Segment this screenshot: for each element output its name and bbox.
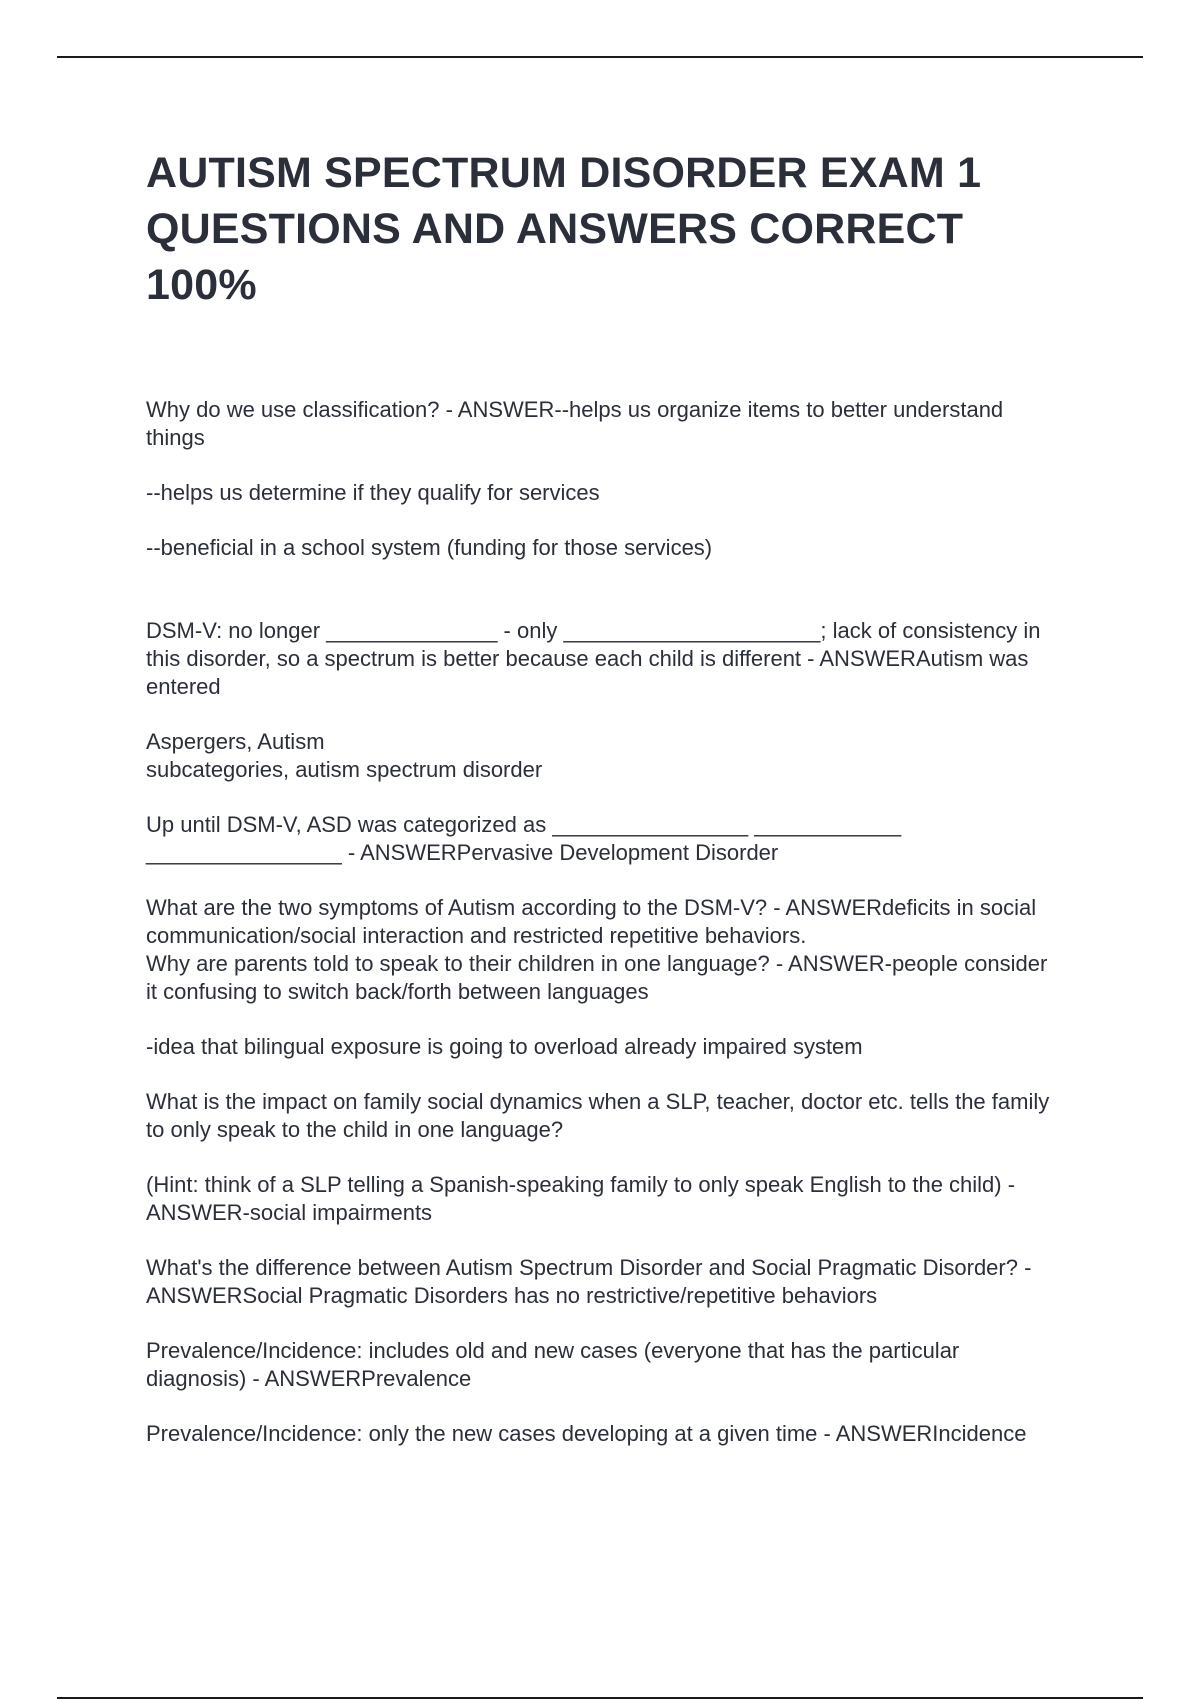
qa-paragraph: --beneficial in a school system (funding for those services) — [146, 535, 713, 560]
qa-paragraph: Why are parents told to speak to their children in one language? - ANSWER-people consider it confusing to switch back/forth between languages — [146, 951, 1048, 1004]
qa-paragraph: Aspergers, Autism — [146, 729, 325, 754]
bottom-rule — [57, 1697, 1143, 1699]
qa-paragraph: subcategories, autism spectrum disorder — [146, 757, 543, 782]
qa-paragraph: What's the difference between Autism Spectrum Disorder and Social Pragmatic Disorder? - ANSWERSocial Pragmatic Disorders has no restrictive/repetitive behaviors — [146, 1255, 1032, 1308]
document-title: AUTISM SPECTRUM DISORDER EXAM 1 QUESTIONS AND ANSWERS CORRECT 100% — [146, 149, 982, 309]
qa-paragraph: Prevalence/Incidence: only the new cases developing at a given time - ANSWERIncidence — [146, 1421, 1027, 1446]
qa-paragraph: Up until DSM-V, ASD was categorized as ________________ ____________ ________________ - ANSWERPervasive Development Disorder — [146, 812, 902, 865]
qa-paragraph: DSM-V: no longer ______________ - only _____________________; lack of consistency in this disorder, so a spectrum is better because each child is different - ANSWERAutism was entered — [146, 618, 1041, 699]
qa-paragraph: Why do we use classification? - ANSWER--helps us organize items to better understand things — [146, 397, 1004, 450]
qa-paragraph: What are the two symptoms of Autism according to the DSM-V? - ANSWERdeficits in social communication/social interaction and restricted repetitive behaviors. — [146, 895, 1037, 948]
qa-paragraph: (Hint: think of a SLP telling a Spanish-speaking family to only speak English to the child) - ANSWER-social impairments — [146, 1172, 1016, 1225]
qa-paragraph: What is the impact on family social dynamics when a SLP, teacher, doctor etc. tells the family to only speak to the child in one language? — [146, 1089, 1050, 1142]
qa-list — [146, 396, 1051, 1448]
top-rule — [57, 56, 1143, 58]
qa-paragraph: -idea that bilingual exposure is going to overload already impaired system — [146, 1034, 863, 1059]
qa-paragraph: --helps us determine if they qualify for services — [146, 480, 600, 505]
qa-paragraph: Prevalence/Incidence: includes old and new cases (everyone that has the particular diagnosis) - ANSWERPrevalence — [146, 1338, 960, 1391]
